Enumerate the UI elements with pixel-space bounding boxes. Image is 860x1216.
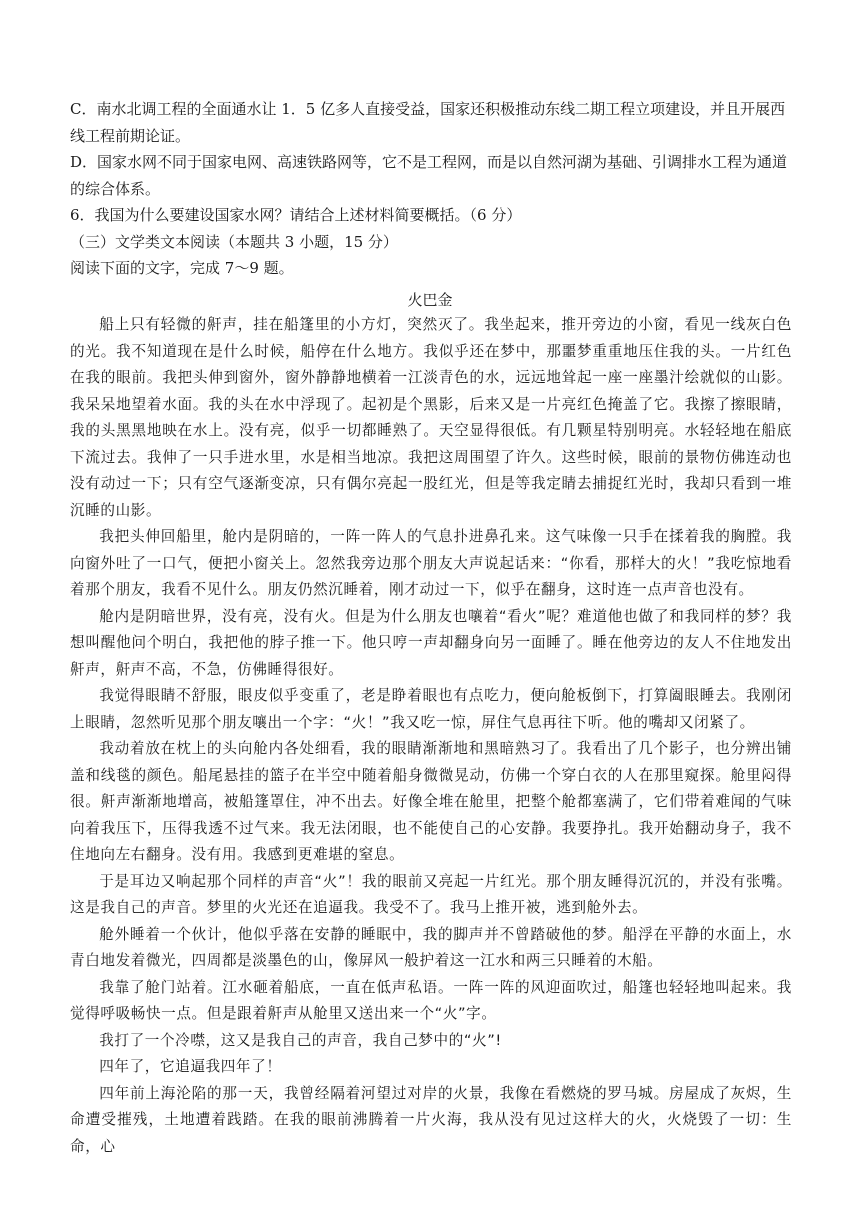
reading-instruction: 阅读下面的文字，完成 7～9 题。 — [70, 259, 294, 277]
section-heading: （三）文学类文本阅读（本题共 3 小题，15 分） — [70, 232, 398, 251]
paragraph: 我动着放在枕上的头向舱内各处细看，我的眼睛渐渐地和黑暗熟习了。我看出了几个影子，也分辨出铺盖和线毯的颜色。船尾悬挂的篮子在半空中随着船身微微晃动，仿佛一个穿白衣的人在那里窥探。舱里闷得很。鼾声渐渐地增高，被船篷罩住，冲不出去。好像全堆在舱里，把整个舱都塞满了，它们带着难闻的气味向着我压下，压得我透不过气来。我无法闭眼，也不能使自己的心安静。我要挣扎。我开始翻动身子，我不住地向左右翻身。没有用。我感到更难堪的窒息。 — [70, 740, 792, 863]
passage-body — [70, 312, 792, 1160]
paragraph: 我觉得眼睛不舒服，眼皮似乎变重了，老是睁着眼也有点吃力，便向舱板倒下，打算阖眼睡去。我刚闭上眼睛，忽然听见那个朋友嚷出一个字：“火！”我又吃一惊，屏住气息再往下听。他的嘴却又闭紧了。 — [70, 687, 792, 731]
paragraph: 船上只有轻微的鼾声，挂在船篷里的小方灯，突然灭了。我坐起来，推开旁边的小窗，看见一线灰白色的光。我不知道现在是什么时候，船停在什么地方。我似乎还在梦中，那噩梦重重地压住我的头。一片红色在我的眼前。我把头伸到窗外，窗外静静地横着一江淡青色的水，远远地耸起一座一座墨汁绘就似的山影。我呆呆地望着水面。我的头在水中浮现了。起初是个黑影，后来又是一片亮红色掩盖了它。我擦了擦眼睛，我的头黑黑地映在水上。没有亮，似乎一切都睡熟了。天空显得很低。有几颗星特别明亮。水轻轻地在船底下流过去。我伸了一只手进水里，水是相当地凉。我把这周围望了许久。这些时候，眼前的景物仿佛连动也没有动过一下；只有空气逐渐变凉，只有偶尔亮起一股红光，但是等我定睛去捕捉红光时，我却只看到一堆沉睡的山影。 — [70, 316, 792, 519]
paragraph: 四年前上海沦陷的那一天，我曾经隔着河望过对岸的火景，我像在看燃烧的罗马城。房屋成了灰烬，生命遭受摧残，土地遭着践踏。在我的眼前沸腾着一片火海，我从没有见过这样大的火，火烧毁了一切：生命，心 — [70, 1084, 792, 1155]
option-d: D．国家水网不同于国家电网、高速铁路网等，它不是工程网，而是以自然河湖为基础、引调排水工程为通道的综合体系。 — [70, 153, 788, 198]
question-6: 6．我国为什么要建设国家水网？请结合上述材料简要概括。（6 分） — [70, 206, 522, 224]
paragraph: 我靠了舱门站着。江水砸着船底，一直在低声私语。一阵一阵的风迎面吹过，船篷也轻轻地叫起来。我觉得呼吸畅快一点。但是跟着鼾声从舱里又送出来一个“火”字。 — [70, 978, 792, 1022]
paragraph: 四年了，它追逼我四年了！ — [99, 1058, 282, 1075]
paragraph: 于是耳边又响起那个同样的声音“火”！我的眼前又亮起一片红光。那个朋友睡得沉沉的，并没有张嘴。这是我自己的声音。梦里的火光还在追逼我。我受不了。我马上推开被，逃到舱外去。 — [70, 872, 792, 916]
paragraph: 舱内是阴暗世界，没有亮，没有火。但是为什么朋友也嚷着“看火”呢？难道他也做了和我同样的梦？我想叫醒他问个明白，我把他的脖子推一下。他只哼一声却翻身向另一面睡了。睡在他旁边的友人不住地发出鼾声，鼾声不高，不急，仿佛睡得很好。 — [70, 607, 792, 678]
paragraph: 舱外睡着一个伙计，他似乎落在安静的睡眠中，我的脚声并不曾踏破他的梦。船浮在平静的水面上，水青白地发着微光，四周都是淡墨色的山，像屏风一般护着这一江水和两三只睡着的木船。 — [70, 925, 792, 969]
paragraph: 我把头伸回船里，舱内是阴暗的，一阵一阵人的气息扑进鼻孔来。这气味像一只手在揉着我的胸膛。我向窗外吐了一口气，便把小窗关上。忽然我旁边那个朋友大声说起话来：“你看，那样大的火！”我吃惊地看着那个朋友，我看不见什么。朋友仍然沉睡着，刚才动过一下，似乎在翻身，这时连一点声音也没有。 — [70, 528, 792, 598]
question-block — [70, 96, 792, 282]
passage-title: 火巴金 — [407, 291, 453, 309]
option-c: C．南水北调工程的全面通水让 1．5 亿多人直接受益，国家还积极推动东线二期工程立项建设，并且开展西线工程前期论证。 — [70, 100, 786, 145]
paragraph: 我打了一个冷噤，这又是我自己的声音，我自己梦中的“火”! — [99, 1031, 502, 1049]
